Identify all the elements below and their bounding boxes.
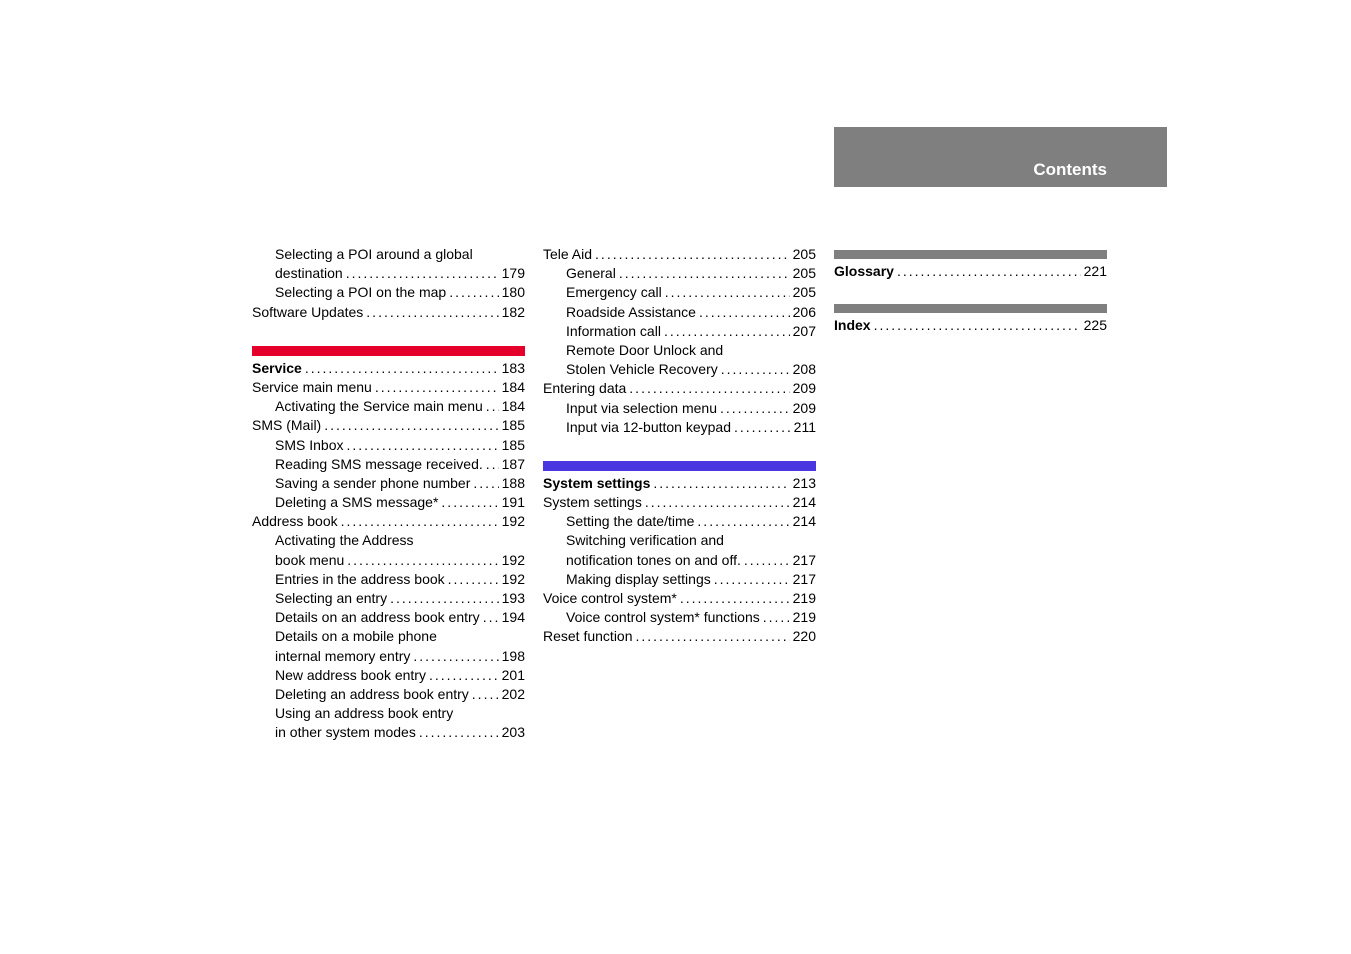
toc-section-index[interactable]: Index ..... 225: [834, 316, 1107, 335]
toc-entry[interactable]: book menu ..... 192: [252, 551, 525, 570]
toc-entry[interactable]: Switching verification and: [566, 532, 724, 549]
toc-column-3: [834, 250, 1107, 335]
page-title: Contents: [1033, 160, 1107, 179]
toc-entry[interactable]: Information call ..... 207: [543, 322, 816, 341]
toc-entry[interactable]: Entering data ..... 209: [543, 379, 816, 398]
toc-entry[interactable]: Tele Aid ..... 205: [543, 245, 816, 264]
toc-column-2: [543, 245, 816, 647]
toc-entry[interactable]: Selecting a POI on the map ..... 180: [252, 283, 525, 302]
toc-entry[interactable]: Making display settings ..... 217: [543, 570, 816, 589]
toc-entry[interactable]: Reading SMS message received. ..... 187: [252, 455, 525, 474]
toc-entry[interactable]: in other system modes ..... 203: [252, 723, 525, 742]
toc-entry[interactable]: System settings ..... 214: [543, 493, 816, 512]
toc-section-service[interactable]: Service ..... 183: [252, 359, 525, 378]
toc-entry[interactable]: Activating the Service main menu ..... 184: [252, 397, 525, 416]
toc-entry[interactable]: Deleting a SMS message* ..... 191: [252, 493, 525, 512]
toc-entry[interactable]: Remote Door Unlock and: [566, 341, 724, 358]
toc-entry[interactable]: General ..... 205: [543, 264, 816, 283]
toc-entry[interactable]: Voice control system* functions ..... 219: [543, 608, 816, 627]
toc-entry[interactable]: notification tones on and off. ..... 217: [543, 551, 816, 570]
toc-entry[interactable]: Details on an address book entry ..... 194: [252, 608, 525, 627]
toc-entry[interactable]: Activating the Address: [275, 532, 414, 549]
toc-entry[interactable]: New address book entry ..... 201: [252, 666, 525, 685]
toc-column-1: [252, 245, 525, 743]
toc-entry[interactable]: Roadside Assistance ..... 206: [543, 303, 816, 322]
system-settings-section-bar: [543, 461, 816, 471]
toc-entry[interactable]: destination ..... 179: [252, 264, 525, 283]
index-section-bar: [834, 304, 1107, 313]
toc-entry[interactable]: SMS (Mail) ..... 185: [252, 416, 525, 435]
toc-entry[interactable]: Setting the date/time ..... 214: [543, 512, 816, 531]
toc-entry[interactable]: Service main menu ..... 184: [252, 378, 525, 397]
toc-entry[interactable]: internal memory entry ..... 198: [252, 647, 525, 666]
toc-entry[interactable]: Saving a sender phone number ..... 188: [252, 474, 525, 493]
toc-section-system-settings[interactable]: System settings ..... 213: [543, 474, 816, 493]
toc-entry[interactable]: SMS Inbox ..... 185: [252, 436, 525, 455]
service-section-bar: [252, 346, 525, 356]
glossary-section-bar: [834, 250, 1107, 259]
contents-header: [834, 127, 1167, 187]
toc-entry[interactable]: Address book ..... 192: [252, 512, 525, 531]
toc-entry[interactable]: Entries in the address book ..... 192: [252, 570, 525, 589]
toc-entry[interactable]: Deleting an address book entry ..... 202: [252, 685, 525, 704]
toc-entry[interactable]: Selecting a POI around a global: [275, 246, 473, 262]
toc-entry[interactable]: Reset function ..... 220: [543, 627, 816, 646]
toc-entry[interactable]: Using an address book entry: [275, 705, 454, 722]
toc-entry[interactable]: Stolen Vehicle Recovery ..... 208: [543, 360, 816, 379]
toc-section-glossary[interactable]: Glossary ..... 221: [834, 262, 1107, 281]
toc-entry[interactable]: Input via 12-button keypad ..... 211: [543, 418, 816, 437]
toc-entry[interactable]: Details on a mobile phone: [275, 628, 437, 645]
toc-entry[interactable]: Emergency call ..... 205: [543, 283, 816, 302]
toc-entry[interactable]: Software Updates ..... 182: [252, 303, 525, 322]
toc-entry[interactable]: Input via selection menu ..... 209: [543, 399, 816, 418]
toc-entry[interactable]: Selecting an entry ..... 193: [252, 589, 525, 608]
toc-entry[interactable]: Voice control system* ..... 219: [543, 589, 816, 608]
